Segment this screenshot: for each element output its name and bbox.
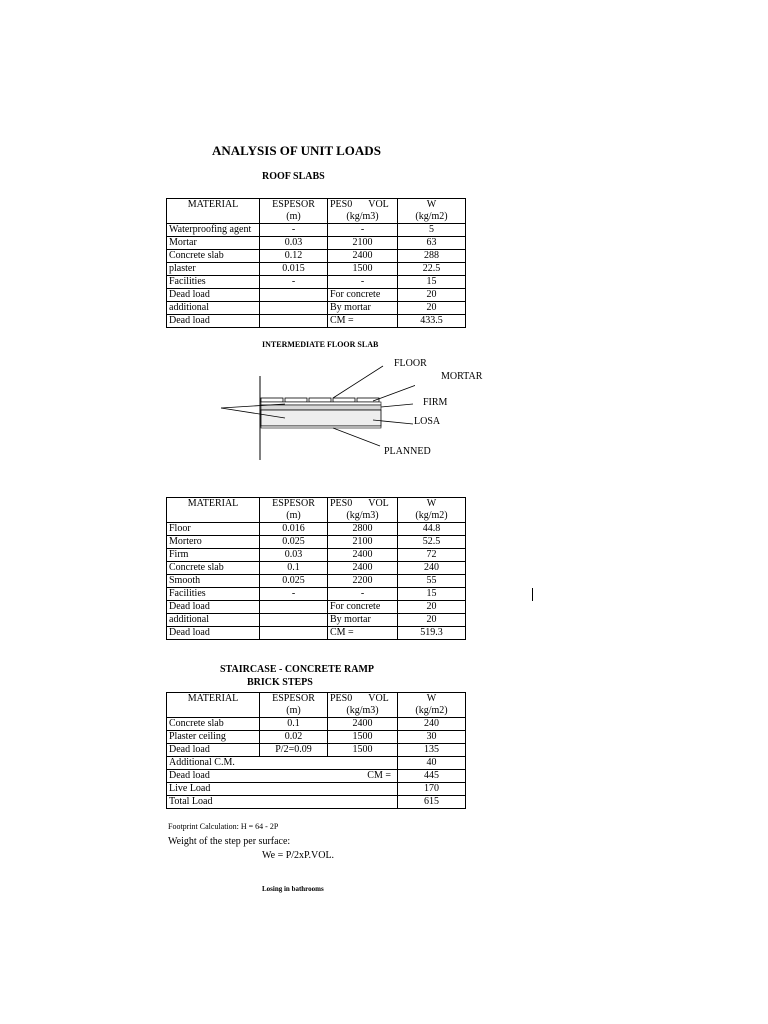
cell-espesor: 0.12 [260,250,328,263]
label-mortar: MORTAR [441,371,483,382]
header-unit-m: (m) [260,705,328,718]
cell-peso: CM = [328,627,398,640]
text-cursor [532,588,533,601]
summary-label: Total Load [167,796,328,809]
header-unit-kgm3: (kg/m3) [328,211,398,224]
header-peso-vol: PES0 VOL [328,498,398,511]
table-row [167,549,466,562]
cell-espesor: P/2=0.09 [260,744,328,757]
intermediate-floor-heading: INTERMEDIATE FLOOR SLAB [262,340,379,349]
cell-w: 55 [398,575,466,588]
cell-w: 5 [398,224,466,237]
summary-w: 40 [398,757,466,770]
summary-w: 170 [398,783,466,796]
losing-note: Losing in bathrooms [262,885,324,893]
cell-espesor: 0.025 [260,536,328,549]
cell-peso: For concrete [328,289,398,302]
cell-material: Smooth [167,575,260,588]
losa-layer [261,410,381,426]
table-row [167,237,466,250]
table-row [167,276,466,289]
cell-material: Mortar [167,237,260,250]
cell-espesor: 0.025 [260,575,328,588]
header-w: W [398,693,466,706]
cell-espesor [260,601,328,614]
mortar-pointer [373,378,415,401]
page-title: ANALYSIS OF UNIT LOADS [212,143,381,158]
staircase-heading: STAIRCASE - CONCRETE RAMP [220,664,374,675]
tile [285,398,307,402]
cell-material: Plaster ceiling [167,731,260,744]
summary-label: Additional C.M. [167,757,328,770]
cell-material: Concrete slab [167,250,260,263]
header-unit-m: (m) [260,510,328,523]
cell-material: Dead load [167,315,260,328]
cell-espesor [260,315,328,328]
table-row [167,614,466,627]
summary-row [167,783,466,796]
tile [309,398,331,402]
cell-peso: CM = [328,315,398,328]
cell-material: Facilities [167,588,260,601]
table-row [167,562,466,575]
cell-w: 15 [398,588,466,601]
cell-peso: 2100 [328,536,398,549]
cell-peso: 2400 [328,549,398,562]
table-row [167,523,466,536]
cell-espesor: 0.015 [260,263,328,276]
table-row [167,302,466,315]
header-blank [167,705,260,718]
cell-peso: 2400 [328,718,398,731]
cell-espesor [260,627,328,640]
cell-peso: - [328,276,398,289]
cell-peso: 2400 [328,250,398,263]
header-peso-vol: PES0 VOL [328,199,398,212]
cell-peso: - [328,588,398,601]
cell-w: 22.5 [398,263,466,276]
header-espesor: ESPESOR [260,693,328,706]
table-row [167,289,466,302]
table-row [167,575,466,588]
cell-espesor [260,302,328,315]
cell-peso: 2100 [328,237,398,250]
header-unit-kgm2: (kg/m2) [398,211,466,224]
summary-row [167,757,466,770]
table-row [167,536,466,549]
table-row [167,718,466,731]
table-row [167,627,466,640]
cell-espesor: 0.1 [260,718,328,731]
header-unit-kgm2: (kg/m2) [398,510,466,523]
cell-espesor: 0.03 [260,549,328,562]
staircase-table [166,692,466,809]
cell-peso: 2200 [328,575,398,588]
cell-w: 44.8 [398,523,466,536]
header-unit-kgm2: (kg/m2) [398,705,466,718]
header-material: MATERIAL [167,199,260,212]
cell-material: Dead load [167,744,260,757]
table-row [167,588,466,601]
header-material: MATERIAL [167,498,260,511]
cell-material: Dead load [167,289,260,302]
cell-peso: 1500 [328,731,398,744]
cell-material: Dead load [167,601,260,614]
cell-w: 72 [398,549,466,562]
cell-material: Facilities [167,276,260,289]
cell-material: Dead load [167,627,260,640]
cell-peso: 2800 [328,523,398,536]
summary-w: 615 [398,796,466,809]
cell-material: Floor [167,523,260,536]
header-blank [167,211,260,224]
cell-w: 15 [398,276,466,289]
cell-w: 52.5 [398,536,466,549]
cell-espesor: 0.016 [260,523,328,536]
firm-layer [261,405,381,410]
cell-w: 288 [398,250,466,263]
cell-w: 519.3 [398,627,466,640]
cell-peso: 2400 [328,562,398,575]
formula-note: We = P/2xP.VOL. [262,850,335,861]
cell-peso: 1500 [328,744,398,757]
summary-label: Dead load [167,770,328,783]
cell-espesor: - [260,224,328,237]
header-unit-kgm3: (kg/m3) [328,510,398,523]
cell-peso: For concrete [328,601,398,614]
tile [261,398,283,402]
roof-slabs-table [166,198,466,328]
cell-peso: - [328,224,398,237]
cell-w: 135 [398,744,466,757]
brick-steps-heading: BRICK STEPS [247,677,313,688]
cell-espesor [260,289,328,302]
summary-mid: CM = [328,770,398,783]
cell-material: Concrete slab [167,718,260,731]
planned-pointer [333,428,380,446]
footprint-note: Footprint Calculation: H = 64 - 2P [168,822,279,831]
roof-slabs-heading: ROOF SLABS [262,171,325,182]
firm-pointer [381,404,413,407]
header-espesor: ESPESOR [260,199,328,212]
cell-w: 20 [398,614,466,627]
summary-label: Live Load [167,783,328,796]
cell-peso: 1500 [328,263,398,276]
header-material: MATERIAL [167,693,260,706]
table-row [167,224,466,237]
cell-material: Mortero [167,536,260,549]
header-w: W [398,199,466,212]
intermediate-floor-table [166,497,466,640]
summary-row [167,770,466,783]
table-row [167,744,466,757]
cell-espesor: - [260,588,328,601]
table-row [167,601,466,614]
header-peso-vol: PES0 VOL [328,693,398,706]
summary-mid [328,796,398,809]
cell-peso: By mortar [328,614,398,627]
cell-w: 433.5 [398,315,466,328]
header-blank [167,510,260,523]
cell-w: 30 [398,731,466,744]
summary-mid [328,757,398,770]
table-row [167,263,466,276]
cell-material: additional [167,302,260,315]
header-unit-m: (m) [260,211,328,224]
label-floor: FLOOR [394,358,427,369]
cell-w: 20 [398,289,466,302]
cell-material: additional [167,614,260,627]
cell-w: 63 [398,237,466,250]
cell-w: 20 [398,601,466,614]
cell-peso: By mortar [328,302,398,315]
cell-espesor: - [260,276,328,289]
summary-mid [328,783,398,796]
label-planned: PLANNED [384,446,431,457]
label-losa: LOSA [414,416,441,427]
tile [333,398,355,402]
planned-layer [261,426,381,428]
cell-espesor [260,614,328,627]
cell-material: Concrete slab [167,562,260,575]
cell-w: 240 [398,718,466,731]
table-row [167,315,466,328]
header-espesor: ESPESOR [260,498,328,511]
cell-material: Firm [167,549,260,562]
cell-material: plaster [167,263,260,276]
weight-note: Weight of the step per surface: [168,836,291,847]
table-row [167,731,466,744]
cell-espesor: 0.02 [260,731,328,744]
summary-w: 445 [398,770,466,783]
cell-espesor: 0.03 [260,237,328,250]
header-unit-kgm3: (kg/m3) [328,705,398,718]
label-firm: FIRM [423,397,448,408]
cell-w: 240 [398,562,466,575]
summary-row [167,796,466,809]
header-w: W [398,498,466,511]
cell-w: 20 [398,302,466,315]
cell-espesor: 0.1 [260,562,328,575]
table-row [167,250,466,263]
floor-pointer [333,366,383,398]
cell-material: Waterproofing agent [167,224,260,237]
